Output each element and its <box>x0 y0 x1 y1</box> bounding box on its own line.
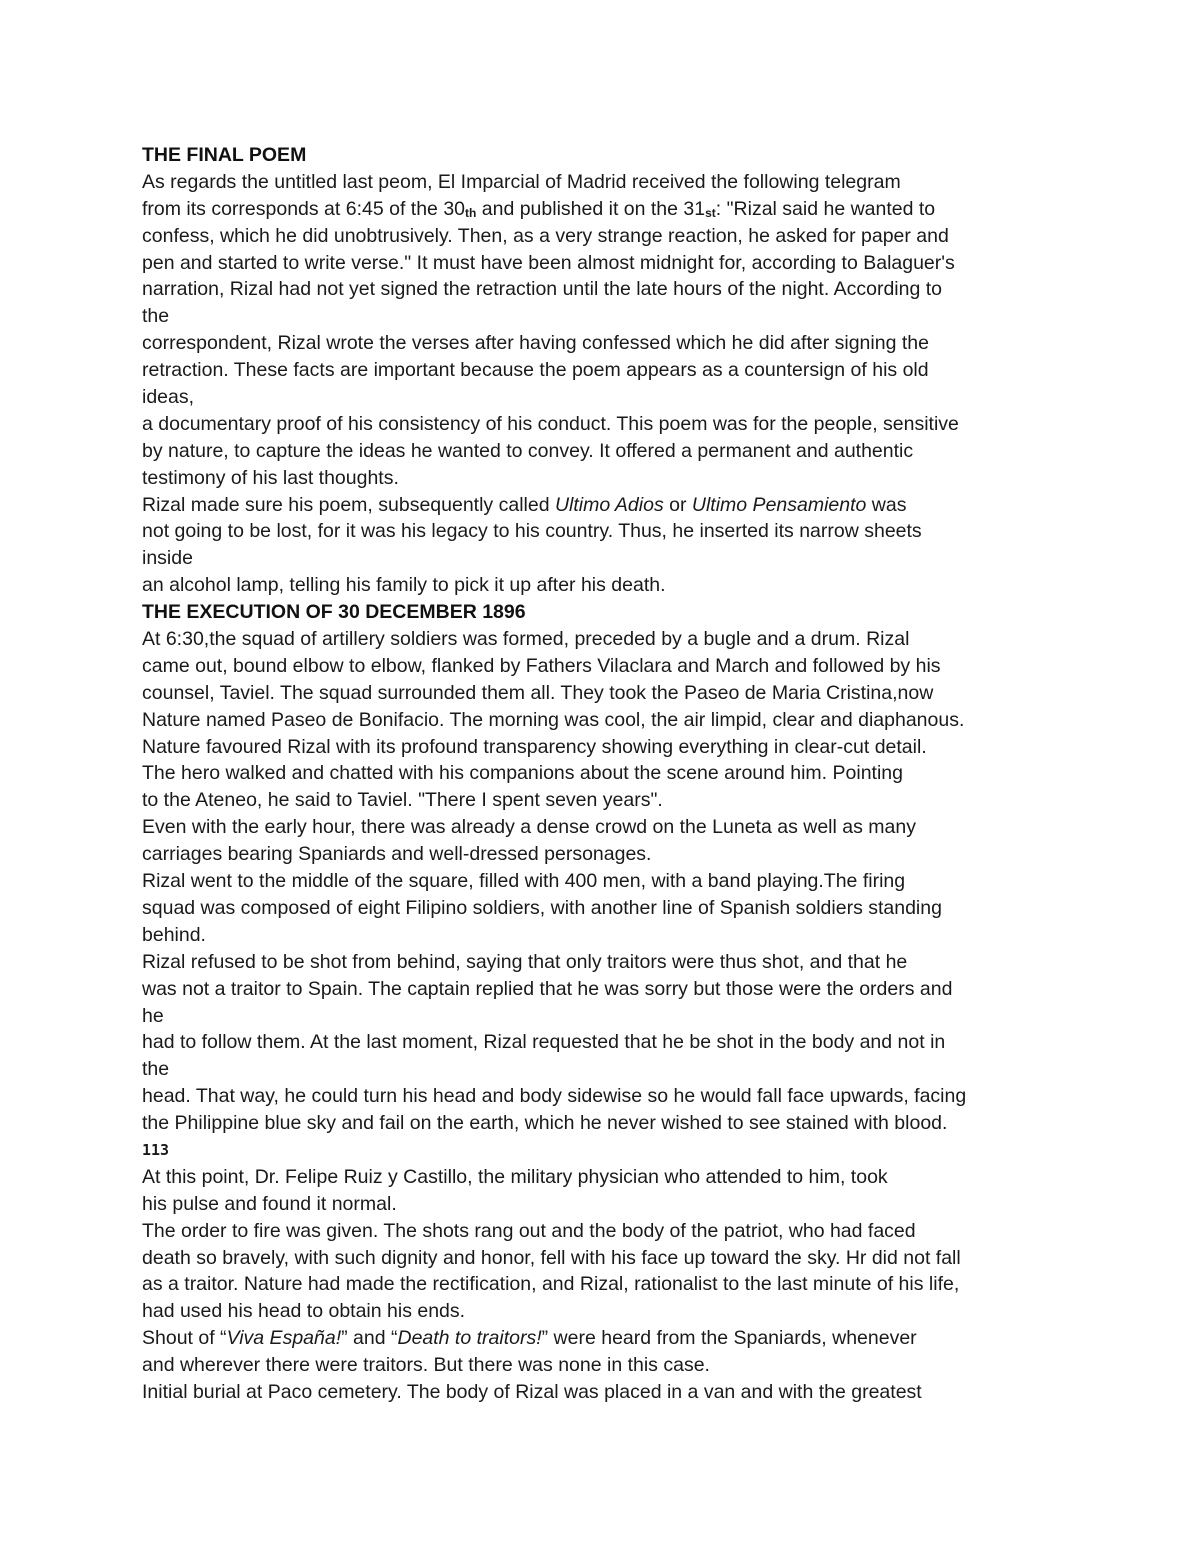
ordinal-suffix: st <box>705 205 716 220</box>
text-line: ideas, <box>142 386 195 409</box>
text-line: Rizal made sure his poem, subsequently called Ultimo Adios or Ultimo Pensamiento was <box>142 493 907 516</box>
text-line: the <box>142 1058 170 1081</box>
text-line: not going to be lost, for it was his legacy to his country. Thus, he inserted its narrow sheets <box>142 520 922 543</box>
text-line: As regards the untitled last peom, El Imparcial of Madrid received the following telegram <box>142 170 901 193</box>
text-line: narration, Rizal had not yet signed the retraction until the late hours of the night. According to <box>142 278 942 301</box>
section-heading-final-poem: THE FINAL POEM <box>142 144 307 166</box>
text-line: Nature favoured Rizal with its profound transparency showing everything in clear-cut detail. <box>142 735 927 758</box>
text-line: At 6:30,the squad of artillery soldiers was formed, preceded by a bugle and a drum. Rizal <box>142 628 910 651</box>
text-line: the Philippine blue sky and fail on the earth, which he never wished to see stained with blood. <box>142 1112 948 1135</box>
paragraph-telegram <box>142 169 1062 492</box>
text-line: The order to fire was given. The shots rang out and the body of the patriot, who had faced <box>142 1219 916 1242</box>
ordinal-suffix: th <box>465 205 477 220</box>
text-line: correspondent, Rizal wrote the verses after having confessed which he did after signing the <box>142 332 929 355</box>
text-line: by nature, to capture the ideas he wanted to convey. It offered a permanent and authentic <box>142 439 914 462</box>
text-line: head. That way, he could turn his head and body sidewise so he would fall face upwards, facing <box>142 1085 967 1108</box>
text-line: was not a traitor to Spain. The captain replied that he was sorry but those were the orders and <box>142 977 953 1000</box>
text-line: Rizal refused to be shot from behind, saying that only traitors were thus shot, and that he <box>142 950 908 973</box>
text-line: Initial burial at Paco cemetery. The body of Rizal was placed in a van and with the greatest <box>142 1380 922 1403</box>
text-line: carriages bearing Spaniards and well-dressed personages. <box>142 843 652 866</box>
text-line: testimony of his last thoughts. <box>142 466 399 489</box>
text-line: Shout of “Viva España!” and “Death to traitors!” were heard from the Spaniards, whenever <box>142 1327 917 1350</box>
text-line: counsel, Taviel. The squad surrounded them all. They took the Paseo de Maria Cristina,now <box>142 681 934 704</box>
section-heading-execution: THE EXECUTION OF 30 DECEMBER 1896 <box>142 601 526 624</box>
text-line: Rizal went to the middle of the square, filled with 400 men, with a band playing.The firing <box>142 870 906 893</box>
text-line: pen and started to write verse." It must have been almost midnight for, according to Balaguer's <box>142 251 955 274</box>
text-line: and wherever there were traitors. But there was none in this case. <box>142 1354 710 1377</box>
paragraph-fire <box>142 1218 1062 1326</box>
text-line: to the Ateneo, he said to Taviel. "There I spent seven years". <box>142 789 663 812</box>
page-number: 113 <box>142 1140 170 1159</box>
text-line: squad was composed of eight Filipino soldiers, with another line of Spanish soldiers standing <box>142 896 942 919</box>
text-line: Nature named Paseo de Bonifacio. The morning was cool, the air limpid, clear and diaphanous. <box>142 708 965 731</box>
paragraph-crowd <box>142 814 1062 868</box>
text-line: from its corresponds at 6:45 of the 30th and published it on the 31st: "Rizal said he wanted to <box>142 197 936 220</box>
text-line: he <box>142 1004 164 1027</box>
text-line: At this point, Dr. Felipe Ruiz y Castillo, the military physician who attended to him, took <box>142 1165 888 1188</box>
poem-title: Ultimo Adios <box>554 493 664 516</box>
text-line: as a traitor. Nature had made the rectification, and Rizal, rationalist to the last minute of his life, <box>142 1273 960 1296</box>
text-line: retraction. These facts are important because the poem appears as a countersign of his old <box>142 359 929 382</box>
quoted-shout: Viva España! <box>226 1327 342 1350</box>
paragraph-legacy <box>142 492 1062 600</box>
poem-title: Ultimo Pensamiento <box>691 493 867 516</box>
quoted-shout: Death to traitors! <box>397 1327 542 1350</box>
text-line: an alcohol lamp, telling his family to pick it up after his death. <box>142 574 666 597</box>
text-line: inside <box>142 547 193 570</box>
paragraph-firing-squad <box>142 868 1062 949</box>
paragraph-burial <box>142 1379 1062 1406</box>
text-line: death so bravely, with such dignity and honor, fell with his face up toward the sky. Hr did not fall <box>142 1246 961 1269</box>
text-line: had used his head to obtain his ends. <box>142 1300 466 1323</box>
text-line: behind. <box>142 923 206 946</box>
document-page <box>142 142 1062 1406</box>
text-line: confess, which he did unobtrusively. Then, as a very strange reaction, he asked for paper and <box>142 224 949 247</box>
text-line: his pulse and found it normal. <box>142 1192 397 1215</box>
paragraph-refusal <box>142 949 1062 1137</box>
text-line: Even with the early hour, there was already a dense crowd on the Luneta as well as many <box>142 816 916 839</box>
paragraph-physician <box>142 1164 1062 1218</box>
text-line: The hero walked and chatted with his companions about the scene around him. Pointing <box>142 762 903 785</box>
text-line: came out, bound elbow to elbow, flanked by Fathers Vilaclara and March and followed by his <box>142 654 941 677</box>
text-line: had to follow them. At the last moment, Rizal requested that he be shot in the body and not in <box>142 1031 946 1054</box>
paragraph-shouts <box>142 1325 1062 1379</box>
text-line: the <box>142 305 170 328</box>
paragraph-procession <box>142 626 1062 814</box>
text-line: a documentary proof of his consistency of his conduct. This poem was for the people, sensitive <box>142 412 959 435</box>
